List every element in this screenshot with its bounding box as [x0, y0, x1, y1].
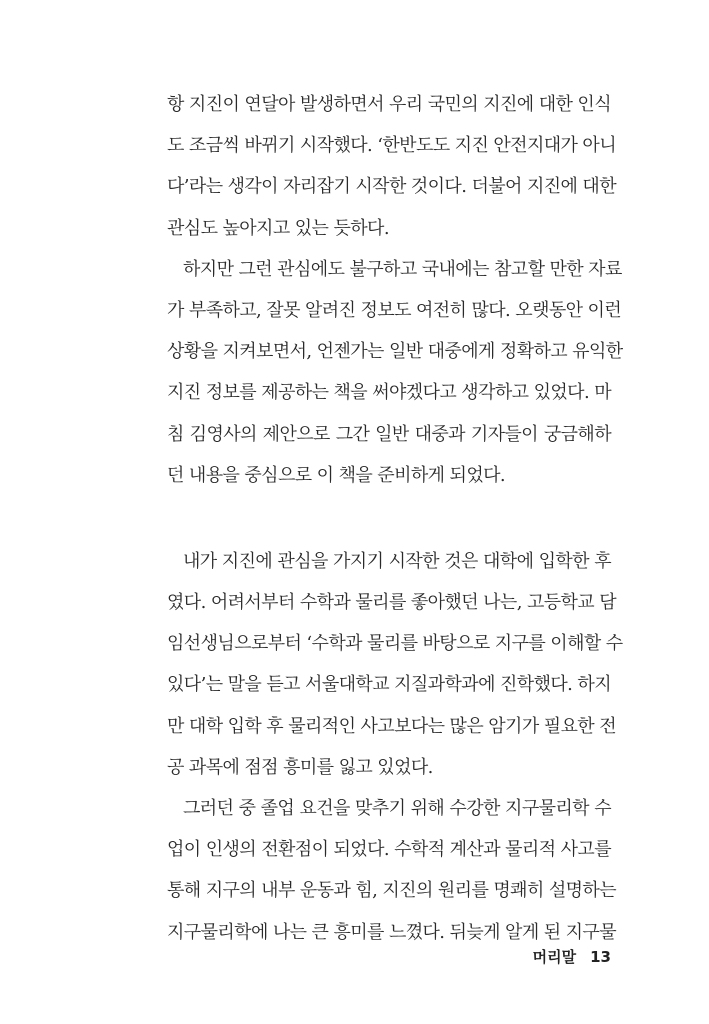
text-line: 상황을 지켜보면서, 언젠가는 일반 대중에게 정확하고 유익한 [167, 341, 623, 363]
page-footer [533, 946, 611, 967]
text-line: 관심도 높아지고 있는 듯하다. [167, 217, 389, 239]
text-line: 공 과목에 점점 흥미를 잃고 있었다. [167, 756, 433, 778]
text-line: 있다’는 말을 듣고 서울대학교 지질과학과에 진학했다. 하지 [167, 674, 611, 696]
text-line: 침 김영사의 제안으로 그간 일반 대중과 기자들이 궁금해하 [167, 423, 611, 445]
text-line: 지진 정보를 제공하는 책을 써야겠다고 생각하고 있었다. 마 [167, 382, 611, 404]
text-line: 임선생님으로부터 ‘수학과 물리를 바탕으로 지구를 이해할 수 [167, 633, 623, 655]
running-section-title: 머리말 [532, 948, 577, 966]
text-line: 업이 인생의 전환점이 되었다. 수학적 계산과 물리적 사고를 [167, 839, 611, 861]
text-line: 항 지진이 연달아 발생하면서 우리 국민의 지진에 대한 인식 [167, 94, 611, 115]
section-gap [167, 496, 611, 541]
text-line: 지구물리학에 나는 큰 흥미를 느꼈다. 뒤늦게 알게 된 지구물 [167, 921, 617, 943]
text-line: 내가 지진에 관심을 가지기 시작한 것은 대학에 입학한 후 [183, 550, 611, 572]
text-line: 였다. 어려서부터 수학과 물리를 좋아했던 나는, 고등학교 담 [167, 592, 617, 614]
text-line: 도 조금씩 바뀌기 시작했다. ‘한반도도 지진 안전지대가 아니 [167, 135, 617, 157]
paragraph-4 [167, 788, 617, 953]
page-number: 13 [590, 948, 611, 966]
text-line: 가 부족하고, 잘못 알려진 정보도 여전히 많다. 오랫동안 이런 [167, 299, 622, 321]
page-body [167, 84, 623, 953]
text-line: 그러던 중 졸업 요건을 맞추기 위해 수강한 지구물리학 수 [183, 798, 611, 819]
text-line: 던 내용을 중심으로 이 책을 준비하게 되었다. [167, 464, 506, 486]
paragraph-3 [167, 541, 623, 788]
text-line: 만 대학 입학 후 물리적인 사고보다는 많은 암기가 필요한 전 [167, 715, 617, 737]
text-line: 다’라는 생각이 자리잡기 시작한 것이다. 더불어 지진에 대한 [167, 176, 617, 198]
paragraph-1 [167, 84, 617, 249]
text-line: 하지만 그런 관심에도 불구하고 국내에는 참고할 만한 자료 [183, 258, 622, 280]
text-line: 통해 지구의 내부 운동과 힘, 지진의 원리를 명쾌히 설명하는 [167, 880, 617, 902]
paragraph-2 [167, 249, 623, 496]
